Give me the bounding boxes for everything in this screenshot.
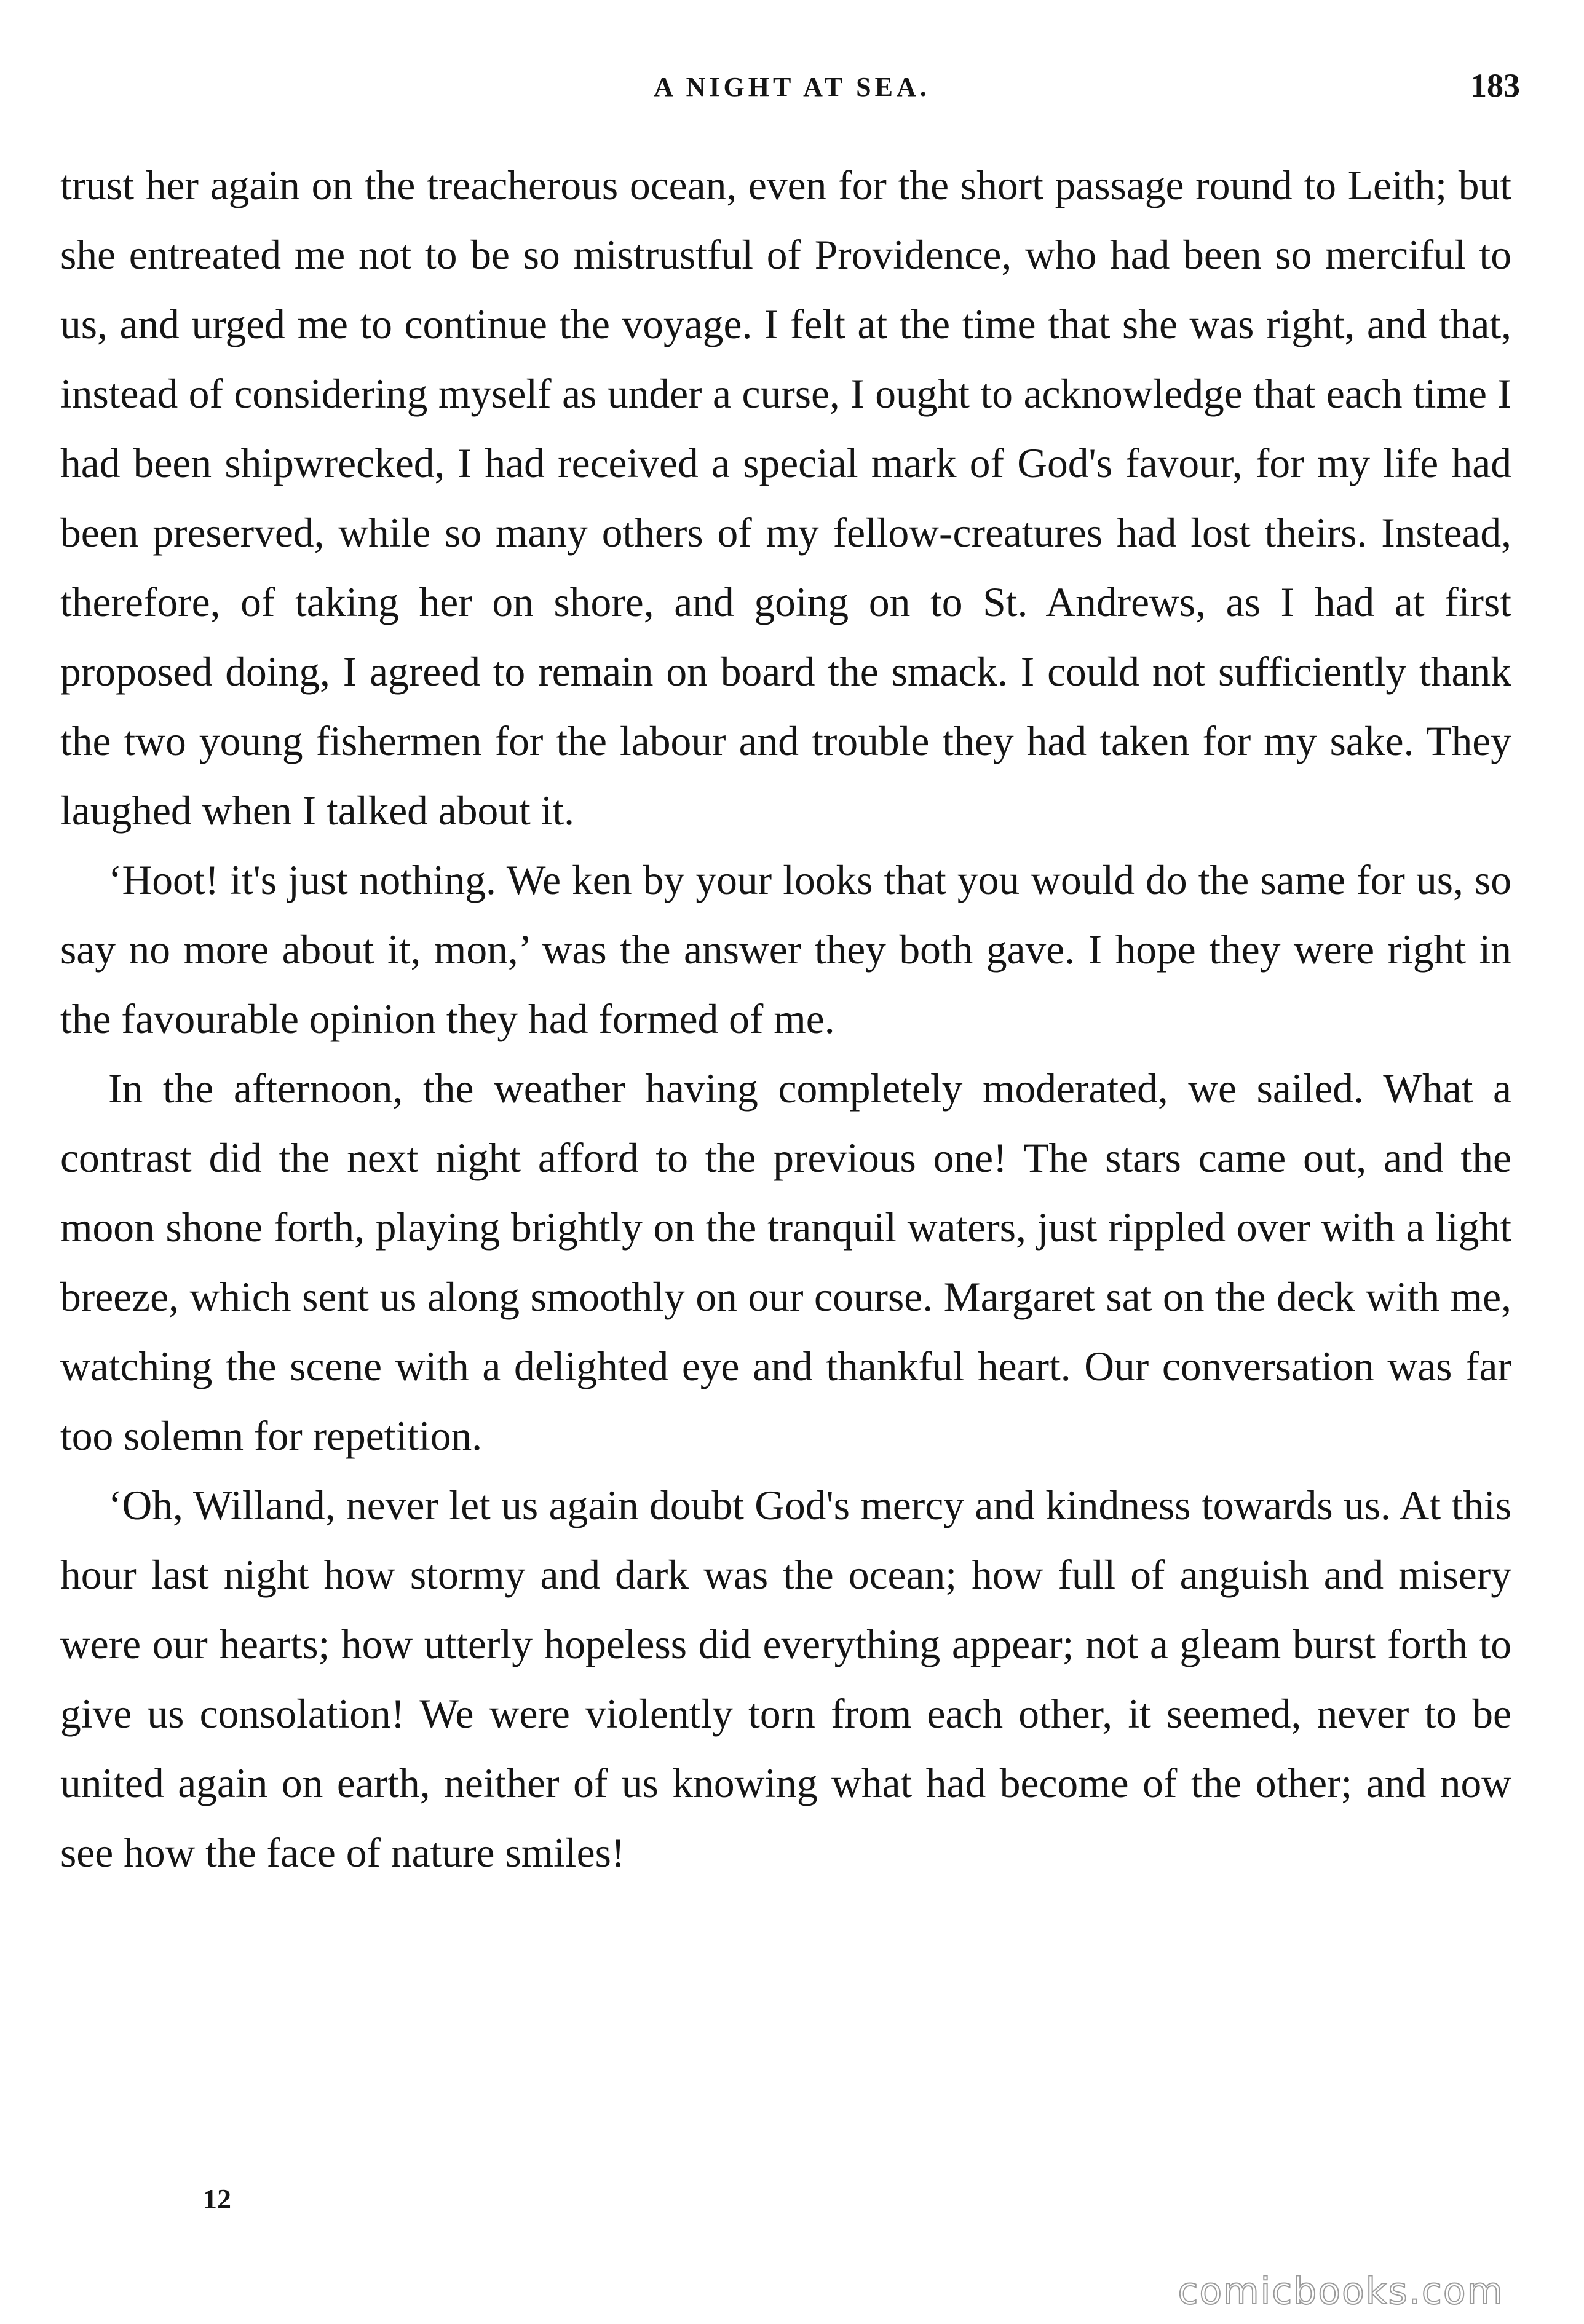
page-number: 183: [1470, 67, 1520, 104]
paragraph: In the afternoon, the weather having completely moderated, we sailed. What a contrast did the next night afford to the previous one! The stars came out, and the moon shone forth, playing brightly on the tranquil waters, just rippled over with a light breeze, which sent us along smoothly on our course. Margaret sat on the deck with me, watching the scene with a delighted eye and thankful heart. Our conversation was far too solemn for repetition.: [60, 1065, 1511, 1459]
body-text: [60, 151, 1511, 1887]
running-head: [0, 66, 1584, 116]
paragraph: trust her again on the treacherous ocean, even for the short passage round to Leith; but she entreated me not to be so mistrustful of Providence, who had been so merciful to us, and urged me to continue the voyage. I felt at the time that she was right, and that, instead of considering myself as under a curse, I ought to acknowledge that each time I had been shipwrecked, I had received a special mark of God's favour, for my life had been preserved, while so many others of my fellow-creatures had lost theirs. Instead, therefore, of taking her on shore, and going on to St. Andrews, as I had at first proposed doing, I agreed to remain on board the smack. I could not sufficiently thank the two young fishermen for the labour and trouble they had taken for my sake. They laughed when I talked about it.: [60, 162, 1511, 834]
paragraph: ‘Oh, Willand, never let us again doubt God's mercy and kindness towards us. At this hour last night how stormy and dark was the ocean; how full of anguish and misery were our hearts; how utterly hopeless did everything appear; not a gleam burst forth to give us consolation! We were violently torn from each other, it seemed, never to be united again on earth, neither of us knowing what had become of the other; and now see how the face of nature smiles!: [60, 1482, 1511, 1876]
chapter-title: A NIGHT AT SEA.: [654, 72, 930, 102]
watermark: comicbooks.com: [1178, 2270, 1504, 2313]
signature-mark: 12: [203, 2183, 231, 2215]
paragraph: ‘Hoot! it's just nothing. We ken by your looks that you would do the same for us, so say no more about it, mon,’ was the answer they both gave. I hope they were right in the favourable opinion they had formed of me.: [60, 857, 1511, 1042]
